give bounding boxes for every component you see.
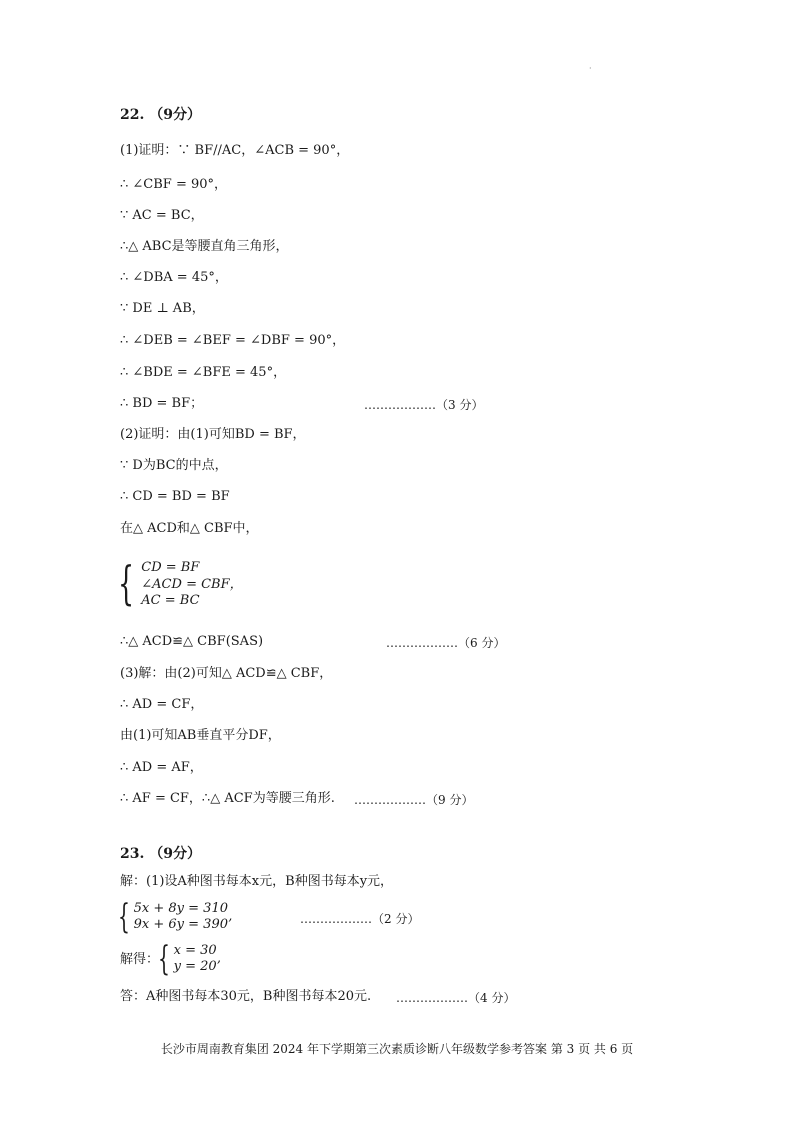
system-line: 9x + 6y = 390’ xyxy=(133,917,233,932)
q22-line-2: ∴ ∠CBF = 90°， xyxy=(120,177,228,192)
q22-line-13: 在△ ACD和△ CBF中， xyxy=(120,521,259,536)
q23-answer: 答：A种图书每本30元，B种图书每本20元. xyxy=(120,989,372,1004)
page-footer: 长沙市周南教育集团 2024 年下学期第三次素质诊断八年级数学参考答案 第 3 页 共 6 页 xyxy=(160,1042,634,1056)
q22-part3-line-1: (3)解：由(2)可知△ ACD≌△ CBF， xyxy=(120,666,333,681)
q22-score-6pts: ………………（6 分） xyxy=(386,636,506,650)
system-line: x = 30 xyxy=(173,942,217,958)
system-line: ∠ACD = CBF， xyxy=(141,576,243,592)
q22-part3-line-4: ∴ AD = AF， xyxy=(120,760,203,775)
system-line: CD = BF xyxy=(141,560,200,575)
q23-score-4pts: ………………（4 分） xyxy=(396,991,516,1005)
q22-line-6: ∵ DE ⊥ AB， xyxy=(120,301,205,316)
left-brace: { xyxy=(118,556,135,610)
q22-congruence-system xyxy=(118,556,243,610)
q22-line-8: ∴ ∠BDE = ∠BFE = 45°， xyxy=(120,365,287,380)
q22-congruent-statement: ∴△ ACD≌△ CBF(SAS) xyxy=(120,634,264,649)
q22-line-1: (1)证明：∵ BF//AC，∠ACB = 90°， xyxy=(120,143,350,158)
left-brace: { xyxy=(118,897,130,937)
q22-line-12: ∴ CD = BD = BF xyxy=(120,489,230,504)
q22-score-9pts: ………………（9 分） xyxy=(354,793,474,807)
system-line: y = 20’ xyxy=(173,959,221,974)
q22-line-11: ∵ D为BC的中点， xyxy=(120,458,228,473)
q22-part3-line-3: 由(1)可知AB垂直平分DF， xyxy=(120,728,281,743)
q22-part3-line-5: ∴ AF = CF，∴△ ACF为等腰三角形. xyxy=(120,791,335,806)
q22-line-10: (2)证明：由(1)可知BD = BF， xyxy=(120,427,306,442)
q22-score-3pts: ………………（3 分） xyxy=(364,398,484,412)
q23-solve-label: 解得： xyxy=(120,952,160,967)
system-line: 5x + 8y = 310 xyxy=(133,900,228,916)
left-brace: { xyxy=(158,939,170,979)
corner-mark: · xyxy=(589,64,592,73)
q22-heading: 22. （9分） xyxy=(120,107,201,123)
q22-line-4: ∴△ ABC是等腰直角三角形， xyxy=(120,239,289,254)
q23-equation-system xyxy=(118,897,233,937)
q22-part3-line-2: ∴ AD = CF， xyxy=(120,697,204,712)
q22-line-9: ∴ BD = BF； xyxy=(120,396,204,411)
q23-setup: 解：(1)设A种图书每本x元，B种图书每本y元， xyxy=(120,874,394,889)
q23-score-2pts: ………………（2 分） xyxy=(300,912,420,926)
q22-line-3: ∵ AC = BC， xyxy=(120,208,204,223)
q22-line-5: ∴ ∠DBA = 45°， xyxy=(120,270,228,285)
q23-solution-system xyxy=(158,939,221,979)
system-line: AC = BC xyxy=(141,593,200,608)
q23-heading: 23. （9分） xyxy=(120,846,201,862)
q22-line-7: ∴ ∠DEB = ∠BEF = ∠DBF = 90°， xyxy=(120,333,346,348)
